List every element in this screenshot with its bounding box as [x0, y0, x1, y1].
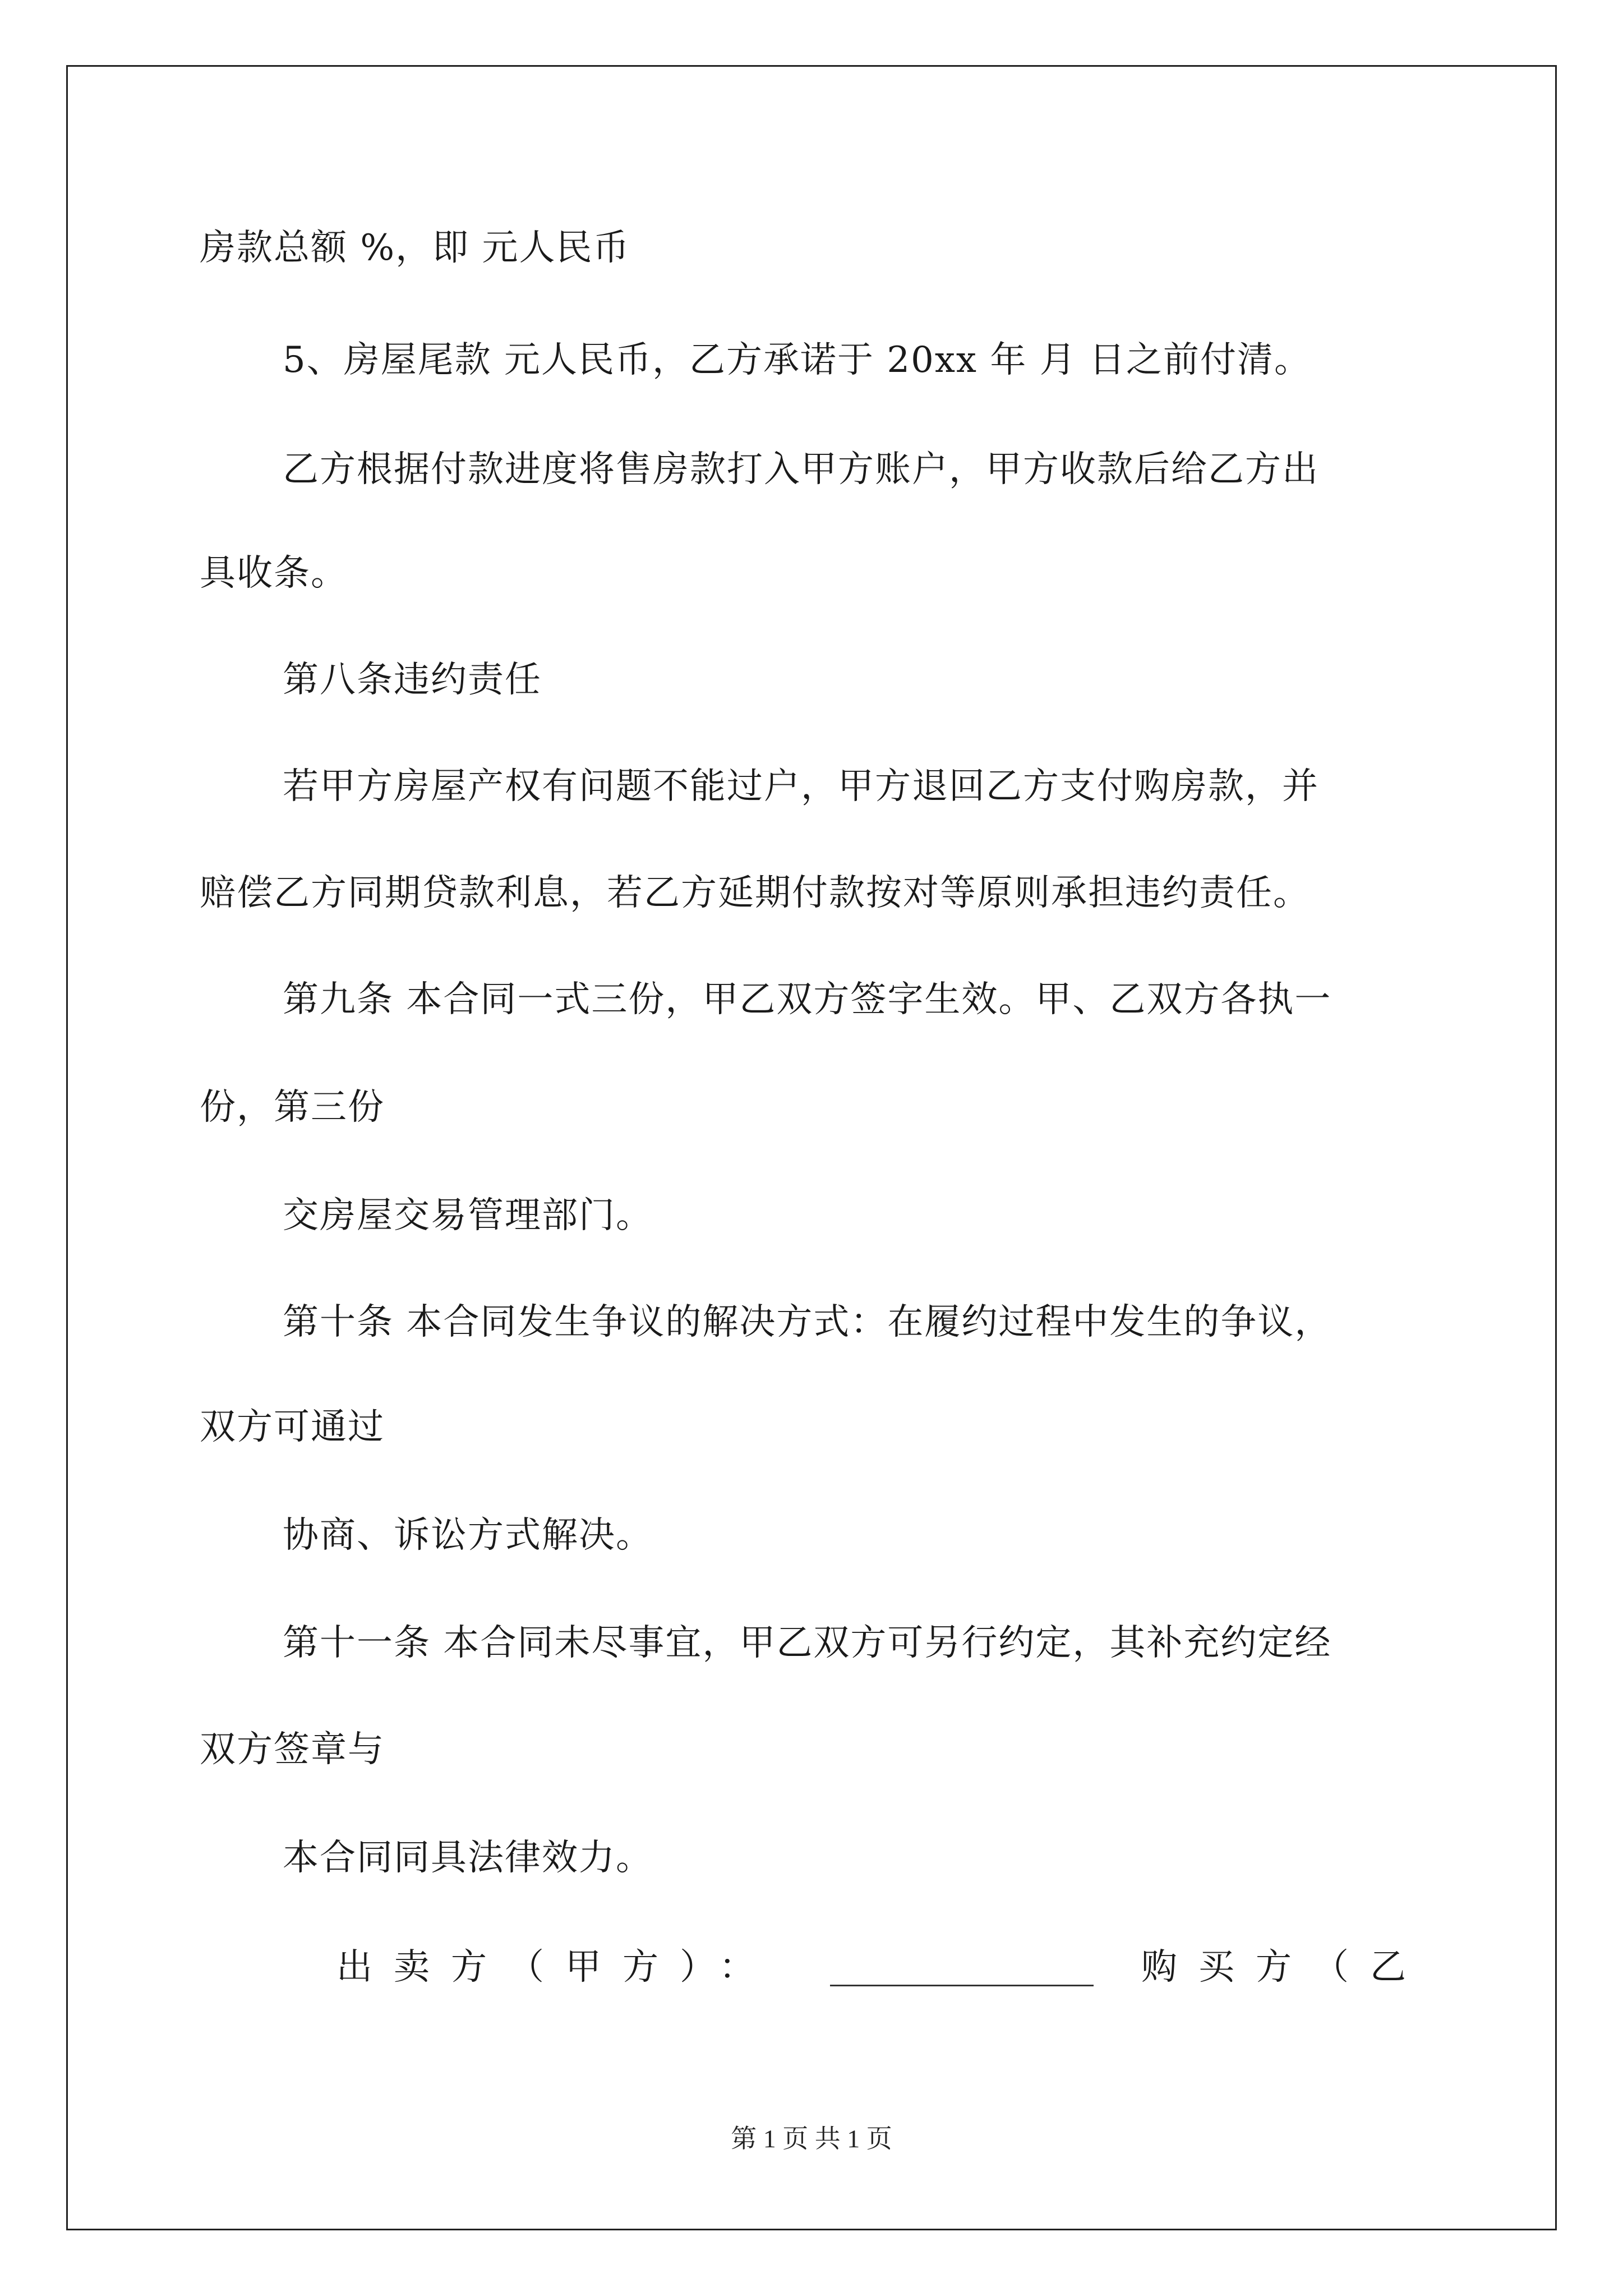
text-line-13: 协商、诉讼方式解决。: [283, 1515, 653, 1556]
page-border: [66, 65, 1557, 2230]
text-line-6: 若甲方房屋产权有问题不能过户，甲方退回乙方支付购房款，并: [283, 766, 1319, 807]
text-line-14: 第十一条 本合同未尽事宜，甲乙双方可另行约定，其补充约定经: [283, 1622, 1332, 1664]
text-line-11: 第十条 本合同发生争议的解决方式：在履约过程中发生的争议，: [283, 1301, 1332, 1343]
buyer-label: 购买方（乙: [1141, 1947, 1427, 1988]
text-line-1: 房款总额 %，即 元人民币: [200, 227, 630, 269]
text-line-8: 第九条 本合同一式三份，甲乙双方签字生效。甲、乙双方各执一: [283, 979, 1332, 1020]
text-line-15: 双方签章与: [200, 1729, 385, 1770]
text-line-10: 交房屋交易管理部门。: [283, 1195, 653, 1236]
seller-signature-blank: [830, 1985, 1094, 1986]
text-line-12: 双方可通过: [200, 1406, 385, 1448]
section-heading-article-8: 第八条违约责任: [283, 659, 542, 701]
text-line-3: 乙方根据付款进度将售房款打入甲方账户，甲方收款后给乙方出: [283, 449, 1319, 490]
text-line-16: 本合同同具法律效力。: [283, 1837, 653, 1879]
text-line-7: 赔偿乙方同期贷款利息，若乙方延期付款按对等原则承担违约责任。: [200, 872, 1310, 914]
text-line-2: 5、房屋尾款 元人民币，乙方承诺于 20xx 年 月 日之前付清。: [283, 339, 1312, 381]
page-footer: 第 1 页 共 1 页: [731, 2124, 892, 2153]
text-line-9: 份，第三份: [200, 1087, 385, 1128]
text-line-4: 具收条。: [200, 553, 348, 594]
seller-label: 出卖方（甲方）：: [336, 1947, 776, 1988]
